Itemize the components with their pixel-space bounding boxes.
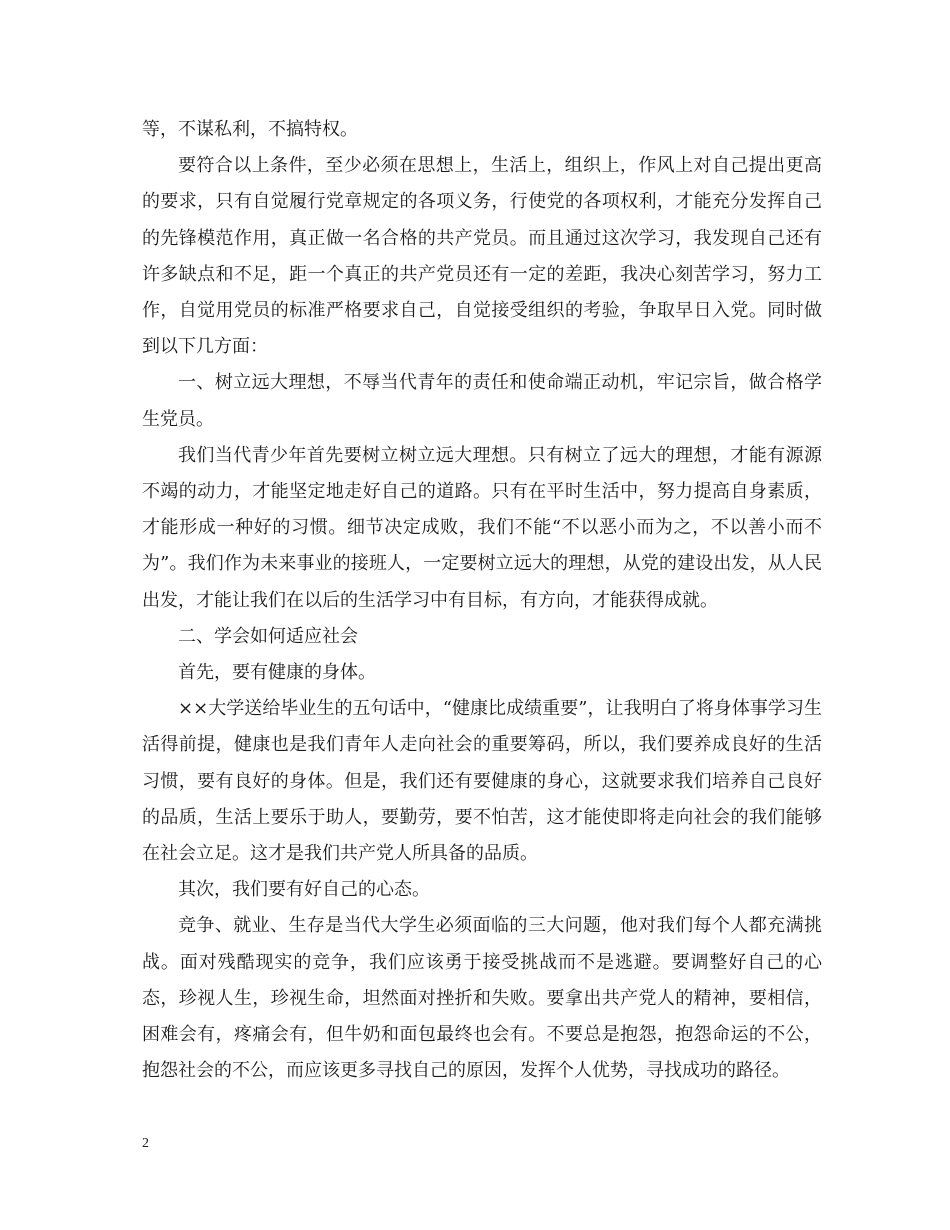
section-heading: 一、树立远大理想，不辱当代青年的责任和使命端正动机，牢记宗旨，做合格学生党员。 [142,372,822,430]
page-number: 2 [142,1136,149,1151]
paragraph: 竞争、就业、生存是当代大学生必须面临的三大问题，他对我们每个人都充满挑战。面对残酷现实的竞争，我们应该勇于接受挑战而不是逃避。要调整好自己的心态，珍视人生，珍视生命，坦然面对挫折和失败。要拿出共产党人的精神，要相信，困难会有，疼痛会有，但牛奶和面包最终也会有。不要总是抱怨，抱怨命运的不公，抱怨社会的不公，而应该更多寻找自己的原因，发挥个人优势，寻找成功的路径。 [142,915,822,1082]
document-body [142,112,822,1089]
paragraph: 要符合以上条件，至少必须在思想上，生活上，组织上，作风上对自己提出更高的要求，只有自觉履行党章规定的各项义务，行使党的各项权利，才能充分发挥自己的先锋模范作用，真正做一名合格的共产党员。而且通过这次学习，我发现自己还有许多缺点和不足，距一个真正的共产党员还有一定的差距，我决心刻苦学习，努力工作，自觉用党员的标准严格要求自己，自觉接受组织的考验，争取早日入党。同时做到以下几方面： [142,155,822,358]
paragraph: 我们当代青少年首先要树立树立远大理想。只有树立了远大的理想，才能有源源不竭的动力，才能坚定地走好自己的道路。只有在平时生活中，努力提高自身素质，才能形成一种好的习惯。细节决定成败，我们不能“不以恶小而为之，不以善小而不为”。我们作为未来事业的接班人，一定要树立远大的理想，从党的建设出发，从人民出发，才能让我们在以后的生活学习中有目标，有方向，才能获得成就。 [142,444,822,611]
subsection-heading: 首先，要有健康的身体。 [178,662,376,684]
paragraph: 等，不谋私利，不搞特权。 [142,119,358,140]
section-heading: 二、学会如何适应社会 [178,625,358,647]
paragraph: ××大学送给毕业生的五句话中，“健康比成绩重要”，让我明白了将身体事学习生活得前提，健康也是我们青年人走向社会的重要筹码，所以，我们要养成良好的生活习惯，要有良好的身体。但是，我们还有要健康的身心，这就要求我们培养自己良好的品质，生活上要乐于助人，要勤劳，要不怕苦，这才能使即将走向社会的我们能够在社会立足。这才是我们共产党人所具备的品质。 [142,698,822,865]
subsection-heading: 其次，我们要有好自己的心态。 [178,879,430,901]
